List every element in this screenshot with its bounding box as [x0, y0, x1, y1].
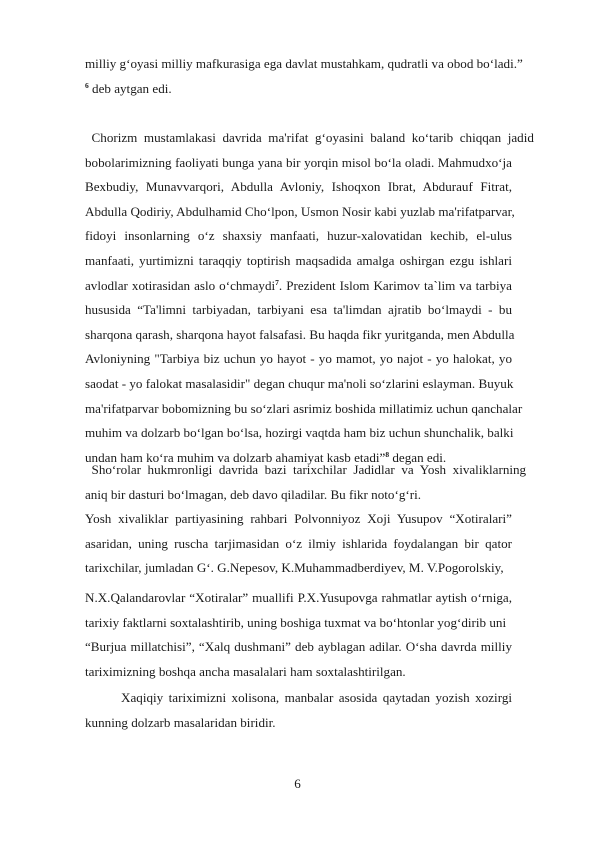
paragraph-jadid	[85, 126, 534, 470]
text-line: fidoyi insonlarning o‘z shaxsiy manfaati, huzur-xalovatidan kechib, el-ulus	[85, 228, 512, 244]
text-line: muhim va dolzarb bo‘lgan bo‘lsa, hozirgi vaqtda ham biz uchun shunchalik, balki	[85, 425, 514, 441]
text-line: Xaqiqiy tariximizni xolisona, manbalar asosida qaytadan yozish xozirgi	[121, 690, 512, 705]
text-fragment: deb aytgan edi.	[88, 80, 172, 96]
paragraph-xaqiqiy	[85, 686, 512, 735]
text-line: tarixiy faktlarni soxtalashtirib, uning boshiga tuxmat va bo‘htonlar yog‘dirib uni	[85, 614, 507, 630]
paragraph-shorolar	[85, 458, 527, 581]
text-line: “Burjua millatchisi”, “Xalq dushmani” deb ayblagan adilar. O‘sha davrda milliy	[85, 639, 512, 655]
text-line: asaridan, uning ruscha tarjimasidan o‘z ilmiy ishlarida foydalangan bir qator	[85, 535, 512, 551]
text-line: sharqona qarash, sharqona hayot falsafasi. Bu haqda fikr yuritganda, men Abdulla	[85, 326, 515, 342]
text-line	[85, 274, 512, 299]
text-line: kunning dolzarb masalaridan biridir.	[85, 714, 276, 730]
text-line: aniq bir dasturi bo‘lmagan, deb davo qiladilar. Bu fikr noto‘g‘ri.	[85, 486, 421, 502]
paragraph-qalandarov	[85, 586, 512, 684]
text-line: Chorizm mustamlakasi davrida ma'rifat g‘oyasini baland ko‘tarib chiqqan jadid	[85, 130, 534, 145]
text-fragment: . Prezident Islom Karimov ta`lim va tarbiya	[278, 277, 512, 293]
text-line: milliy g‘oyasi milliy mafkurasiga ega davlat mustahkam, qudratli va obod bo‘ladi.”	[85, 56, 523, 71]
text-line	[85, 77, 512, 102]
text-line: saodat - yo falokat masalasidir" degan chuqur ma'noli so‘zlarini eslayman. Buyuk	[85, 375, 514, 391]
text-line: ma'rifatparvar bobomizning bu so‘zlari asrimiz boshida millatimiz uchun qanchalar	[85, 400, 523, 416]
text-line: tariximizning boshqa ancha masalalari ham soxtalashtirilgan.	[85, 663, 406, 679]
footnote-ref: 7	[275, 277, 279, 287]
footnote-ref: 8	[385, 449, 390, 459]
text-line: N.X.Qalandarovlar “Xotiralar” muallifi P.X.Yusupovga rahmatlar aytish o‘rniga,	[85, 590, 512, 605]
page-number: 6	[294, 776, 301, 791]
text-line: Bexbudiy, Munavvarqori, Abdulla Avloniy, Ishoqxon Ibrat, Abdurauf Fitrat,	[85, 179, 512, 195]
text-fragment: avlodlar xotirasidan aslo o‘chmaydi	[85, 277, 276, 293]
text-line: tarixchilar, jumladan G‘. G.Nepesov, K.Muhammadberdiyev, M. V.Pogorolskiy,	[85, 560, 504, 576]
text-line: Sho‘rolar hukmronligi davrida bazi tarixchilar Jadidlar va Yosh xivaliklarning	[85, 462, 527, 477]
text-line: Avloniyning "Tarbiya biz uchun yo hayot - yo mamot, yo najot - yo halokat, yo	[85, 351, 512, 367]
text-fragment: undan ham ko‘ra muhim va dolzarb ahamiyat kasb etadi”	[85, 449, 386, 465]
text-line: Abdulla Qodiriy, Abdulhamid Cho‘lpon, Usmon Nosir kabi yuzlab ma'rifatparvar,	[85, 203, 515, 219]
footnote-ref: 6	[85, 80, 89, 90]
text-line: manfaati, yurtimizni taraqqiy toptirish maqsadida amalga oshirgan ezgu ishlari	[85, 252, 512, 268]
text-line: hususida “Ta'limni tarbiyadan, tarbiyani esa ta'limdan ajratib bo‘lmaydi - bu	[85, 302, 512, 318]
text-line: bobolarimizning faoliyati bunga yana bir yorqin misol bo‘la oladi. Mahmudxo‘ja	[85, 154, 512, 170]
intro-paragraph	[85, 52, 523, 101]
text-fragment: degan edi.	[389, 449, 447, 465]
text-line: Yosh xivaliklar partiyasining rahbari Polvonniyoz Xoji Yusupov “Xotiralari”	[85, 511, 512, 527]
